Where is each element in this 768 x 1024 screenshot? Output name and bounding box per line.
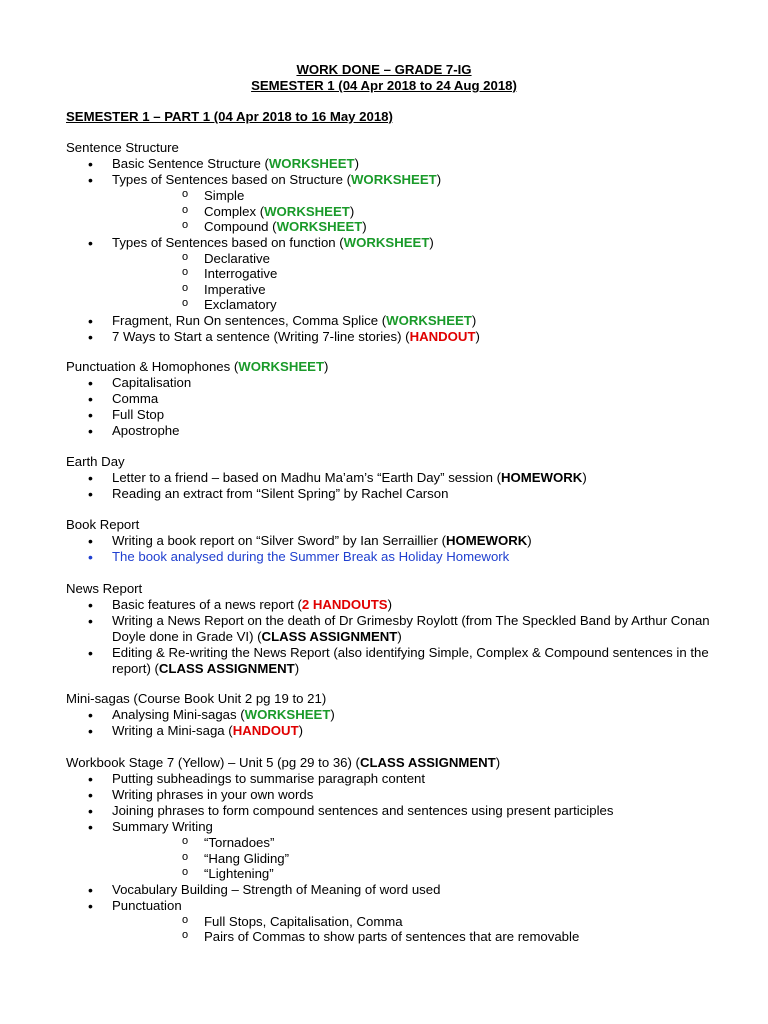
list-item: • Apostrophe	[66, 423, 728, 439]
sub-list-item: o “Hang Gliding”	[112, 851, 728, 867]
sub-list-item: o “Tornadoes”	[112, 835, 728, 851]
section-punctuation	[66, 359, 728, 439]
semester-range-title: SEMESTER 1 (04 Apr 2018 to 24 Aug 2018)	[251, 78, 517, 93]
list-item: • Types of Sentences based on Structure (WORKSHEET) o Simple o Complex (WORKSHEET) o Compound (WORKSHEET)	[66, 172, 728, 235]
list-item: • Vocabulary Building – Strength of Meaning of word used	[66, 882, 728, 898]
sub-list-item: o Pairs of Commas to show parts of sentences that are removable	[112, 929, 728, 945]
list-item: • Punctuation o Full Stops, Capitalisation, Comma o Pairs of Commas to show parts of sentences that are removable	[66, 898, 728, 945]
section-sentence-structure	[66, 140, 728, 345]
section-earth-day	[66, 454, 728, 502]
sub-list-item: o Interrogative	[112, 266, 728, 282]
section-title: Mini-sagas (Course Book Unit 2 pg 19 to 21)	[66, 691, 327, 706]
sub-list-item: o Exclamatory	[112, 297, 728, 313]
section-book-report	[66, 517, 728, 565]
list-item: • Basic Sentence Structure (WORKSHEET)	[66, 156, 728, 172]
list-item: • Summary Writing o “Tornadoes” o “Hang Gliding” o “Lightening”	[66, 819, 728, 882]
sub-list-item: o “Lightening”	[112, 866, 728, 882]
list-item: • Joining phrases to form compound sentences and sentences using present participles	[66, 803, 728, 819]
sub-list-item: o Simple	[112, 188, 728, 204]
section-news-report	[66, 581, 728, 677]
list-item: • Comma	[66, 391, 728, 407]
sub-list-item: o Compound (WORKSHEET)	[112, 219, 728, 235]
sub-list-item: o Full Stops, Capitalisation, Comma	[112, 914, 728, 930]
sub-list-item: o Declarative	[112, 251, 728, 267]
sub-list-item: o Complex (WORKSHEET)	[112, 204, 728, 220]
section-title: News Report	[66, 581, 143, 596]
section-title: Book Report	[66, 517, 140, 532]
sub-list-item: o Imperative	[112, 282, 728, 298]
section-title: Sentence Structure	[66, 140, 179, 155]
list-item: • Writing phrases in your own words	[66, 787, 728, 803]
section-title: Punctuation & Homophones (WORKSHEET)	[66, 359, 329, 374]
list-item: • The book analysed during the Summer Break as Holiday Homework	[66, 549, 728, 565]
list-item: • Capitalisation	[66, 375, 728, 391]
section-mini-sagas	[66, 691, 728, 739]
list-item: • Fragment, Run On sentences, Comma Splice (WORKSHEET)	[66, 313, 728, 329]
document-title: WORK DONE – GRADE 7-IG	[296, 62, 472, 77]
list-item: • Writing a book report on “Silver Sword” by Ian Serraillier (HOMEWORK)	[66, 533, 728, 549]
list-item: • Analysing Mini-sagas (WORKSHEET)	[66, 707, 728, 723]
section-title: Workbook Stage 7 (Yellow) – Unit 5 (pg 29 to 36) (CLASS ASSIGNMENT)	[66, 755, 501, 770]
list-item: • 7 Ways to Start a sentence (Writing 7-line stories) (HANDOUT)	[66, 329, 728, 345]
list-item: • Types of Sentences based on function (WORKSHEET) o Declarative o Interrogative o Imperative o Exclamatory	[66, 235, 728, 313]
list-item: • Putting subheadings to summarise paragraph content	[66, 771, 728, 787]
list-item: • Reading an extract from “Silent Spring” by Rachel Carson	[66, 486, 728, 502]
list-item: • Full Stop	[66, 407, 728, 423]
list-item: • Writing a Mini-saga (HANDOUT)	[66, 723, 728, 739]
section-workbook	[66, 755, 728, 945]
list-item: • Editing & Re-writing the News Report (also identifying Simple, Complex & Compound sentences in the report) (CLASS ASSIGNMENT)	[66, 645, 728, 677]
list-item: • Writing a News Report on the death of Dr Grimesby Roylott (from The Speckled Band by Arthur Conan Doyle done in Grade VI) (CLASS ASSIGNMENT)	[66, 613, 728, 645]
semester-part-heading: SEMESTER 1 – PART 1 (04 Apr 2018 to 16 May 2018)	[66, 109, 393, 124]
list-item: • Letter to a friend – based on Madhu Ma’am’s “Earth Day” session (HOMEWORK)	[66, 470, 728, 486]
list-item: • Basic features of a news report (2 HANDOUTS)	[66, 597, 728, 613]
section-title: Earth Day	[66, 454, 125, 469]
